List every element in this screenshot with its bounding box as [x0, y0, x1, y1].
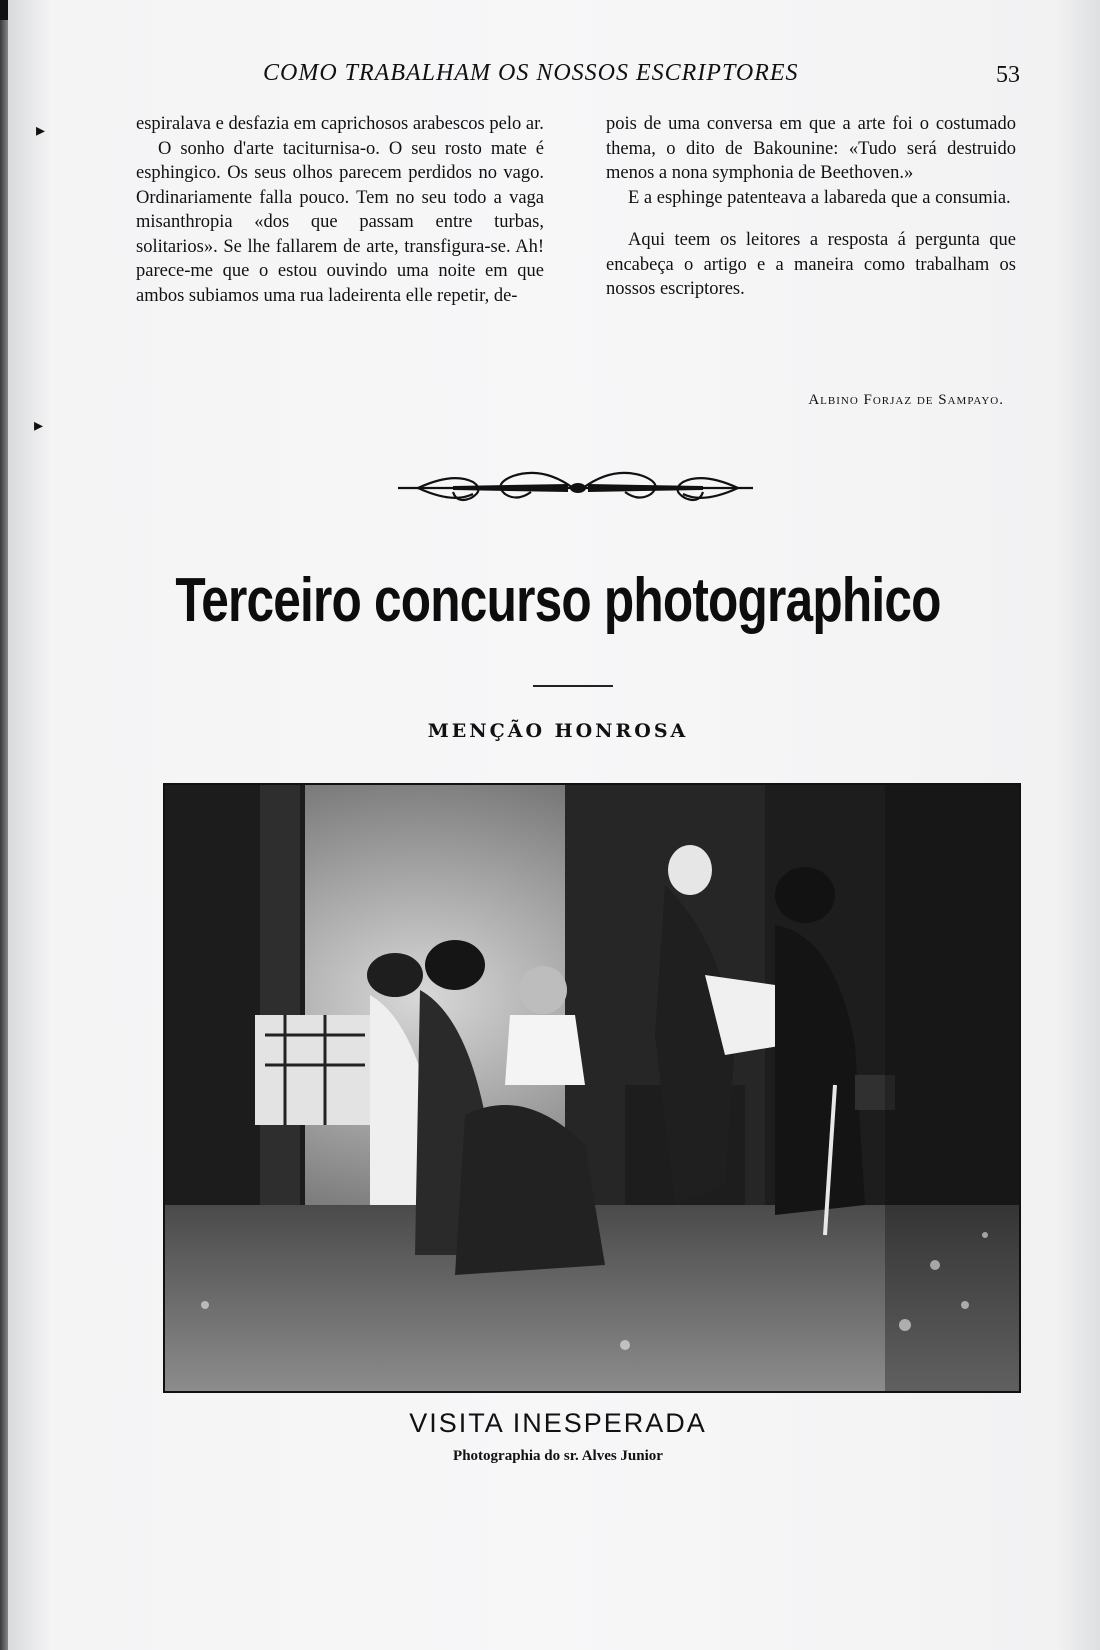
contest-photograph	[163, 783, 1021, 1393]
margin-mark-icon: ▸	[34, 415, 44, 435]
left-paragraph-2: O sonho d'arte taciturnisa-o. O seu rosto mate é esphingico. Os seus olhos parecem perdidos no vago. Ordinariamente falla pouco. Tem no seu todo a vaga misanthropia «dos que passam entre turbas, solitarios». Se lhe fallarem de arte, transfigura-se. Ah! parece-me que o estou ouvindo uma noite em que ambos subiamos uma rua ladeirenta elle repetir, de-	[136, 138, 544, 306]
title-rule	[533, 685, 613, 687]
margin-mark-icon: ▸	[36, 120, 46, 140]
right-paragraph-1: pois de uma conversa em que a arte foi o costumado thema, o dito de Bakounine: «Tudo será destruido menos a nona symphonia de Beethoven.»	[606, 114, 1016, 183]
right-paragraph-3: Aqui teem os leitores a resposta á pergunta que encabeça o artigo e a maneira como trabalham os nossos escriptores.	[606, 230, 1016, 299]
right-column	[606, 112, 1016, 302]
page-number: 53	[996, 62, 1020, 88]
honorable-mention-heading: MENÇÃO HONROSA	[427, 720, 689, 742]
photograph-scene-image	[165, 785, 1019, 1391]
ornament-divider-icon	[393, 458, 763, 518]
contest-title: Terceiro concurso photographico	[175, 566, 941, 635]
page	[8, 0, 1100, 1650]
photo-caption: VISITA INESPERADA	[409, 1408, 707, 1438]
author-signature: Albino Forjaz de Sampayo.	[808, 392, 1004, 408]
right-paragraph-2: E a esphinge patenteava a labareda que a consumia.	[628, 187, 1011, 208]
left-paragraph-1: espiralava e desfazia em caprichosos arabescos pelo ar.	[136, 114, 544, 134]
running-header: COMO TRABALHAM OS NOSSOS ESCRIPTORES	[263, 60, 799, 86]
photo-credit: Photographia do sr. Alves Junior	[453, 1448, 663, 1464]
left-column	[136, 112, 544, 308]
